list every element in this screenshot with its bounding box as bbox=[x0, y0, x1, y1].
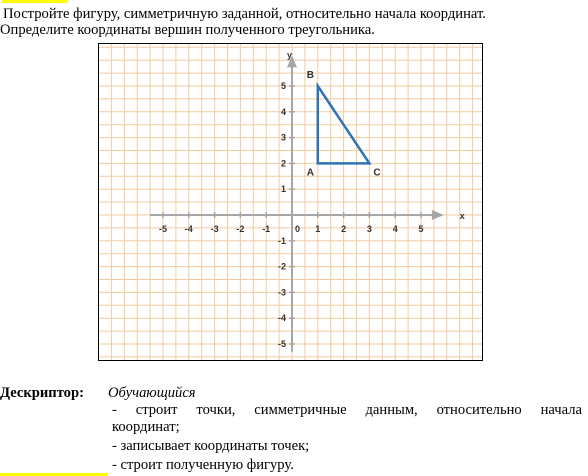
x-tick-label: 4 bbox=[392, 224, 398, 234]
x-tick-label: -4 bbox=[184, 224, 193, 234]
x-axis-arrow bbox=[432, 210, 444, 220]
y-tick-label: -2 bbox=[277, 261, 286, 272]
learner-label: Обучающийся bbox=[108, 385, 196, 401]
origin-label: 0 bbox=[295, 224, 301, 234]
vertex-label-a: A bbox=[306, 167, 315, 179]
x-tick-label: -2 bbox=[236, 224, 245, 234]
descriptor-item-2: - записывает координаты точек; bbox=[112, 438, 310, 454]
descriptor-label: Дескриптор: bbox=[0, 385, 84, 401]
y-tick-label: 2 bbox=[280, 158, 286, 169]
y-axis-label: y bbox=[287, 50, 293, 61]
coordinate-plane-svg bbox=[99, 44, 483, 361]
task-text-line-2: Определите координаты вершин полученного треугольника. bbox=[0, 22, 375, 38]
y-tick-label: 5 bbox=[280, 81, 286, 91]
y-tick-label: 1 bbox=[280, 184, 286, 195]
y-tick-label: -5 bbox=[277, 339, 286, 349]
vertex-label-c: C bbox=[373, 167, 381, 179]
yellow-highlight-top bbox=[2, 0, 68, 3]
y-tick-label: 4 bbox=[280, 106, 286, 117]
descriptor-item-3: - строит полученную фигуру. bbox=[112, 457, 294, 473]
x-axis-label: x bbox=[459, 211, 465, 221]
x-tick-label: -5 bbox=[158, 224, 168, 234]
vertex-label-b: B bbox=[306, 70, 315, 81]
x-tick-label: 3 bbox=[366, 224, 372, 234]
y-tick-label: -3 bbox=[277, 287, 286, 298]
x-tick-label: -3 bbox=[210, 224, 219, 234]
x-tick-label: 1 bbox=[315, 224, 321, 234]
task-text-line-1: Постройте фигуру, симметричную заданной, относительно начала координат. bbox=[3, 6, 486, 22]
y-tick-label: -1 bbox=[277, 235, 286, 246]
descriptor-item-1: - строит точки, симметричные данным, относительно начала bbox=[112, 402, 582, 418]
x-tick-label: 5 bbox=[418, 224, 424, 234]
x-tick-label: 2 bbox=[341, 224, 347, 234]
y-tick-label: -4 bbox=[277, 313, 286, 324]
y-tick-label: 3 bbox=[280, 132, 286, 143]
x-tick-label: -1 bbox=[262, 224, 271, 234]
descriptor-item-1-continued: координат; bbox=[112, 419, 180, 435]
coordinate-plane bbox=[98, 43, 483, 361]
